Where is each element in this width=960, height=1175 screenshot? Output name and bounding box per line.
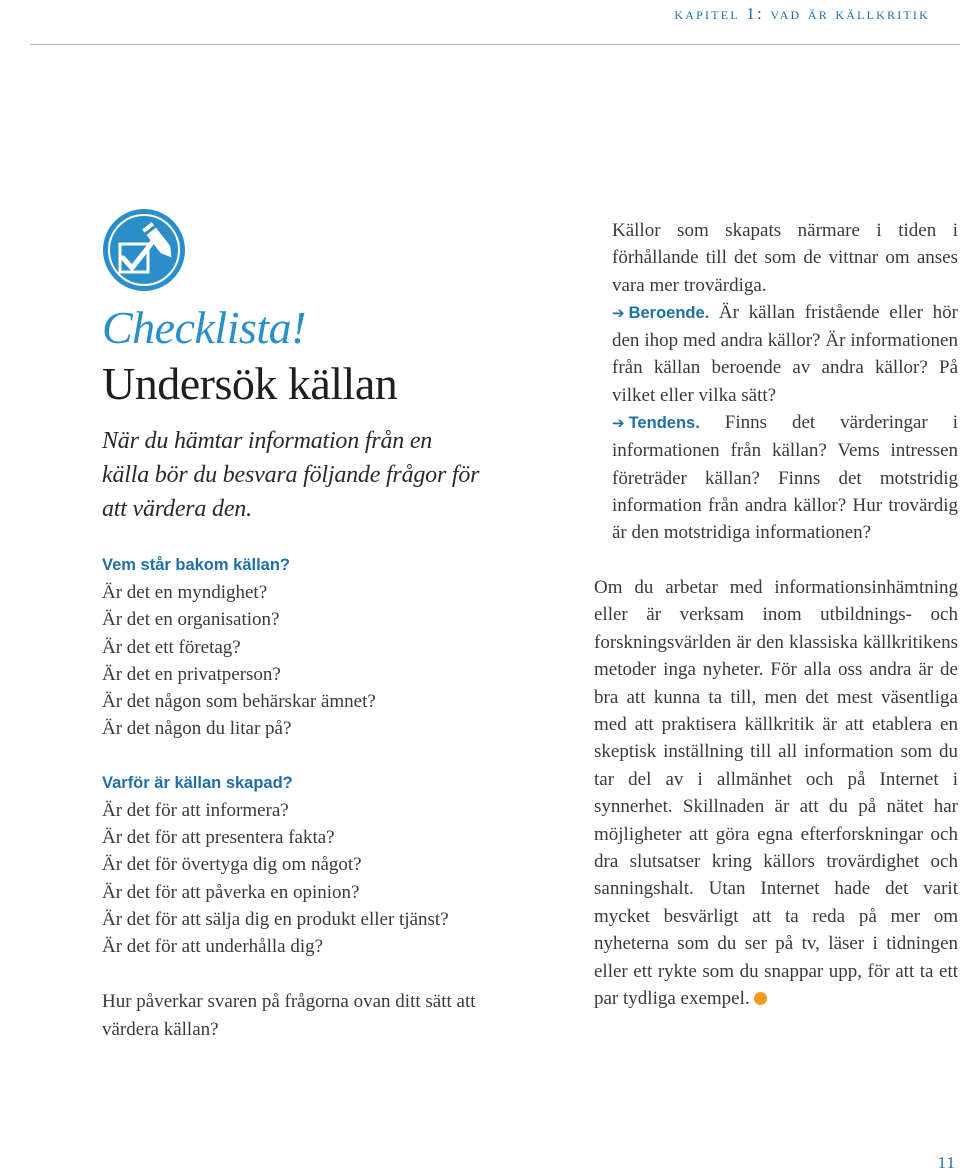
criteria-list xyxy=(612,217,958,547)
running-head: kapitel 1: vad är källkritik xyxy=(674,4,930,23)
time-criterion-text: Källor som skapats närmare i tiden i förhållande till det som de vittnar om anses vara mer trovärdiga. xyxy=(612,220,958,296)
checklist-column xyxy=(102,300,482,1044)
question-item: Är det någon som behärskar ämnet? xyxy=(102,691,376,713)
body-paragraph xyxy=(594,574,958,1013)
question-item: Är det för att sälja dig en produkt eller tjänst? xyxy=(102,908,449,930)
question-item: Är det för att informera? xyxy=(102,799,289,821)
end-mark-icon xyxy=(754,992,767,1005)
bullet-term: Tendens. xyxy=(628,414,700,433)
bullet-text: Är källan fristående eller hör den ihop med andra källor? Är informationen från källan beroende av andra källor? På vilket eller vilka sätt? xyxy=(612,301,958,406)
question-item: Är det för att påverka en opinion? xyxy=(102,881,360,903)
closing-question: Hur påverkar svaren på frågorna ovan ditt sätt att värdera källan? xyxy=(102,990,476,1040)
intro-text: När du hämtar information från en källa bör du besvara följande frågor för att värdera den. xyxy=(102,428,480,522)
bullet-tendency xyxy=(612,409,958,546)
page-number: 11 xyxy=(937,1153,956,1172)
checklist-title: Checklista! xyxy=(102,302,306,353)
question-item: Är det för att underhålla dig? xyxy=(102,936,324,958)
question-item: Är det ett företag? xyxy=(102,636,241,658)
question-group-why xyxy=(102,770,482,961)
question-item: Är det någon du litar på? xyxy=(102,718,292,740)
body-text: Om du arbetar med informationsinhämtning eller är verksam inom utbildnings- och forskningsvärlden är den klassiska källkritikens metoder inga nyheter. För alla oss andra är de bra att kunna ta till, men det mest väsentliga med att praktisera källkritik är att etablera en skeptisk inställning till all information som du tar del av i allmänhet och på Internet i synnerhet. Skillnaden är att du på nätet har möjligheter att göra egna efterforskningar och dra slutsatser kring källors trovärdighet och sanningshalt. Utan Internet hade det varit mycket besvärligt att ta reda på mer om nyheterna som du ser på tv, läser i tidningen eller ett rykte som du snappar upp, för att ta ett par tydliga exempel. xyxy=(594,577,958,1010)
question-item: Är det en organisation? xyxy=(102,609,280,631)
bullet-text: Finns det värderingar i informationen från källan? Vems intressen företräder källan? Finns det motstridig information från andra källor? Hur trovärdig är den motstridiga informationen? xyxy=(612,412,959,544)
question-heading: Vem står bakom källan? xyxy=(102,556,291,574)
bullet-dependence xyxy=(612,299,958,409)
arrow-icon: ➔ xyxy=(612,414,625,433)
question-item: Är det en myndighet? xyxy=(102,582,268,603)
question-group-who xyxy=(102,552,482,743)
question-item: Är det en privatperson? xyxy=(102,663,281,685)
question-heading: Varför är källan skapad? xyxy=(102,773,293,792)
section-title: Undersök källan xyxy=(102,358,398,409)
question-item: Är det för övertyga dig om något? xyxy=(102,854,362,876)
bullet-term: Beroende. xyxy=(628,303,710,322)
question-item: Är det för att presentera fakta? xyxy=(102,827,335,849)
checklist-icon xyxy=(102,208,186,292)
arrow-icon: ➔ xyxy=(612,303,625,322)
header-rule xyxy=(30,44,960,45)
